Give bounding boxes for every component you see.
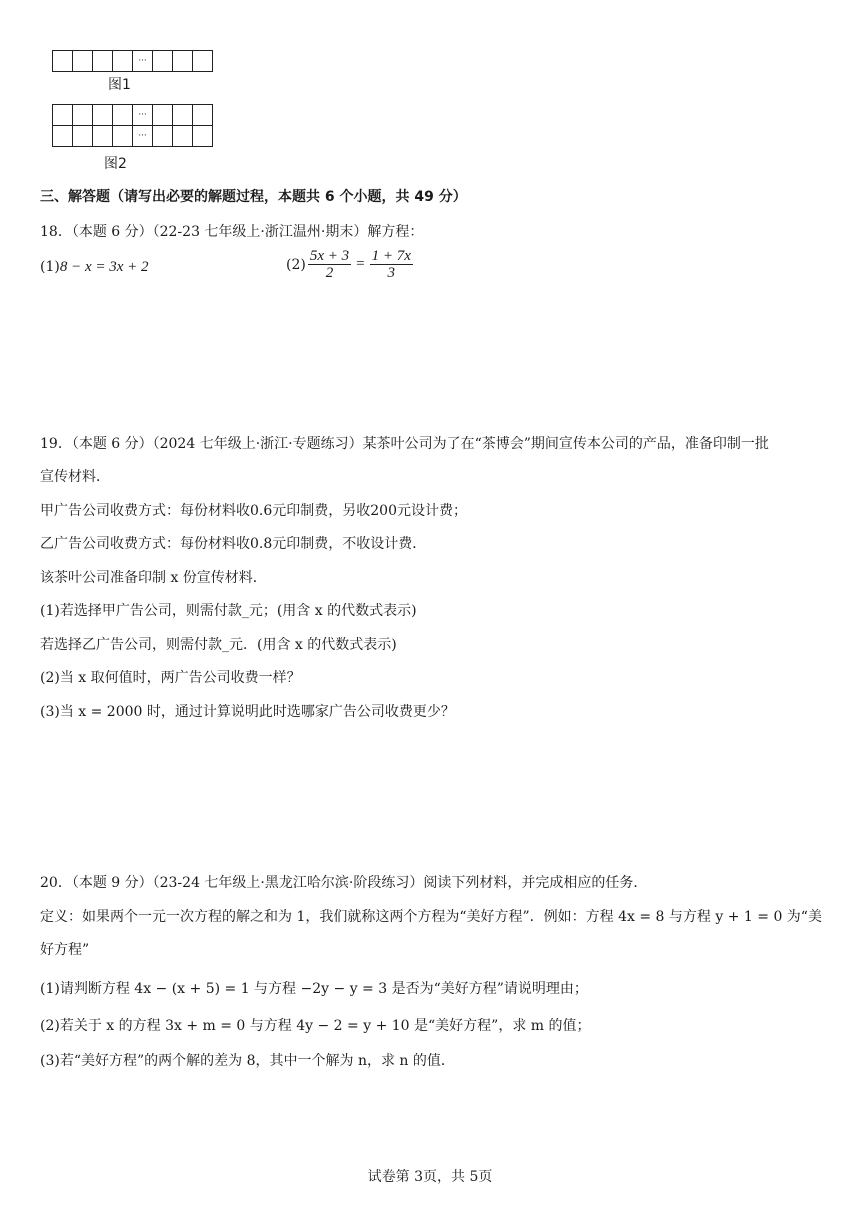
fraction-denominator: 2 [325, 265, 334, 281]
q18-part-1-label: (1) [40, 259, 60, 275]
grid-ellipsis: ··· [133, 51, 153, 72]
fraction-numerator: 1 + 7x [371, 248, 411, 264]
q19-heading-continued: 宣传材料． [40, 469, 110, 485]
grid-cell [173, 51, 193, 72]
figure-2-grid [52, 104, 213, 147]
figure-1-grid [52, 50, 213, 72]
fraction-numerator: 5x + 3 [309, 248, 350, 264]
grid-cell [113, 126, 133, 147]
grid-cell [153, 126, 173, 147]
q19-part-2: (2)当 x 取何值时，两广告公司收费一样？ [40, 670, 301, 686]
page-footer: 试卷第 3页，共 5页 [367, 1169, 493, 1185]
figure-2-caption: 图2 [104, 156, 127, 172]
grid-ellipsis: ··· [133, 105, 153, 126]
equals-sign: = [356, 256, 365, 272]
grid-cell [93, 51, 113, 72]
grid-cell [93, 126, 113, 147]
q19-heading: 19．（本题 6 分）（2024 七年级上·浙江·专题练习）某茶叶公司为了在“茶博会”期间宣传本公司的产品，准备印制一批 [40, 436, 769, 452]
q19-part-1b: 若选择乙广告公司，则需付款_元．(用含 x 的代数式表示) [40, 637, 397, 653]
grid-cell [53, 105, 73, 126]
figure-1 [52, 50, 213, 72]
q20-part-2: (2)若关于 x 的方程 3x + m = 0 与方程 4y − 2 = y + 10 是“美好方程”，求 m 的值； [40, 1018, 591, 1034]
q18-part-1-equation: 8 − x = 3x + 2 [59, 259, 149, 275]
q19-line-b: 乙广告公司收费方式：每份材料收0.8元印制费，不收设计费． [40, 536, 427, 552]
grid-cell [53, 51, 73, 72]
grid-cell [153, 105, 173, 126]
q19-part-1: (1)若选择甲广告公司，则需付款_元；(用含 x 的代数式表示) [40, 603, 417, 619]
q19-line-c: 该茶叶公司准备印制 x 份宣传材料． [40, 570, 267, 586]
q18-fraction-right [370, 248, 413, 281]
grid-cell [73, 105, 93, 126]
q20-part-3: (3)若“美好方程”的两个解的差为 8，其中一个解为 n，求 n 的值． [40, 1053, 455, 1069]
q18-part-2 [286, 248, 415, 281]
grid-cell [113, 51, 133, 72]
figure-2 [52, 104, 213, 147]
grid-cell [193, 105, 213, 126]
q18-heading: 18．（本题 6 分）（22-23 七年级上·浙江温州·期末）解方程： [40, 224, 424, 240]
q19-part-3: (3)当 x = 2000 时，通过计算说明此时选哪家广告公司收费更少？ [40, 704, 455, 720]
grid-cell [153, 51, 173, 72]
q20-definition-continued: 好方程” [40, 942, 90, 958]
fraction-denominator: 3 [387, 265, 395, 281]
figure-1-caption: 图1 [108, 77, 131, 93]
q20-heading: 20．（本题 9 分）（23-24 七年级上·黑龙江哈尔滨·阶段练习）阅读下列材料，并完成相应的任务． [40, 875, 648, 891]
grid-cell [193, 51, 213, 72]
q20-definition: 定义：如果两个一元一次方程的解之和为 1，我们就称这两个方程为“美好方程”．例如：方程 4x = 8 与方程 y + 1 = 0 为“美 [40, 909, 822, 925]
grid-cell [173, 126, 193, 147]
section-heading: 三、解答题（请写出必要的解题过程，本题共 6 个小题，共 49 分） [40, 189, 467, 205]
q18-part-2-label: (2) [286, 256, 306, 273]
grid-cell [73, 51, 93, 72]
q20-part-1: (1)请判断方程 4x − (x + 5) = 1 与方程 −2y − y = 3 是否为“美好方程”请说明理由； [40, 981, 588, 997]
grid-cell [193, 126, 213, 147]
grid-cell [113, 105, 133, 126]
grid-cell [73, 126, 93, 147]
q18-fraction-left [308, 248, 351, 281]
grid-cell [173, 105, 193, 126]
q19-line-a: 甲广告公司收费方式：每份材料收0.6元印制费，另收200元设计费； [40, 503, 467, 519]
q18-part-1 [40, 259, 149, 276]
grid-cell [93, 105, 113, 126]
grid-ellipsis: ··· [133, 126, 153, 147]
grid-cell [53, 126, 73, 147]
